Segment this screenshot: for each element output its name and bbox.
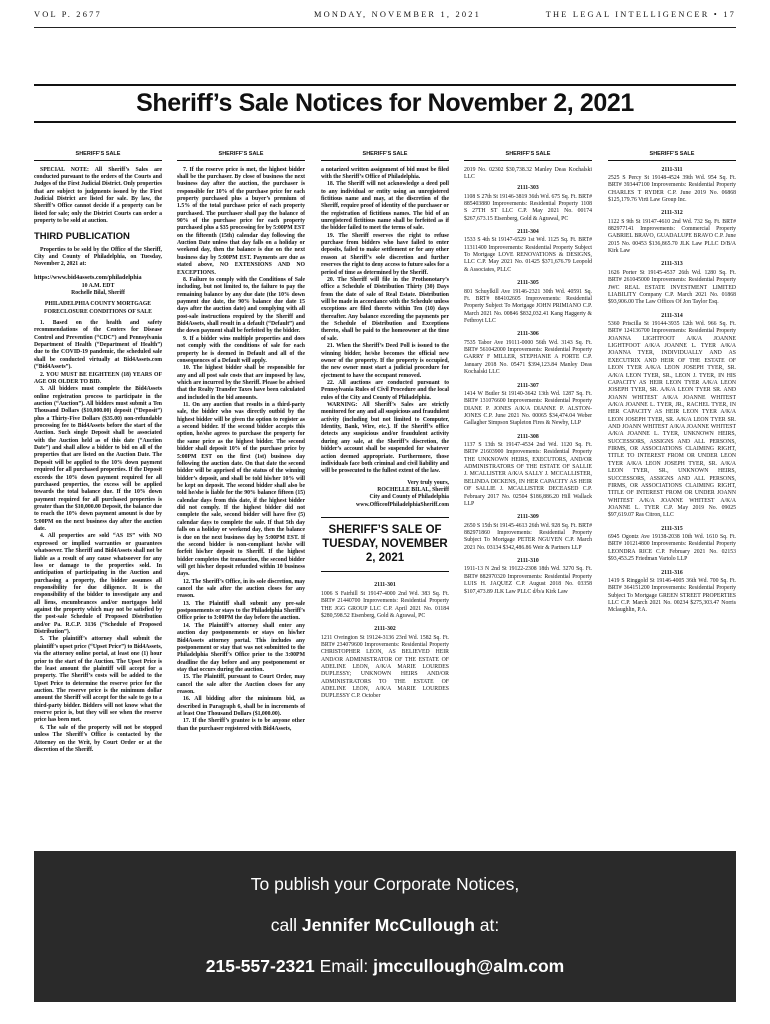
masthead [34, 10, 736, 24]
auction-time: 10 A.M. EDT [81, 282, 115, 289]
listing [608, 313, 736, 520]
page-title: Sheriff’s Sale Notices for November 2, 2021 [136, 89, 634, 117]
condition-17: 17. If the Sheriff’s grantee is to be anyone other than the purchaser registered with Bid4Assets, [177, 718, 305, 732]
listing [608, 210, 736, 255]
listing-text: 1414 W Butler St 19140-3642 13th Wd. 1287 Sq. Ft. BRT# 131076600 Improvements: Residential Property DIANE P. JONES A/K/A DIANNE P. ALSTON-JONES C.P. June 2021 No. 00065 $34,474.04 Weber Gallagher Simpson Stapleton Fires & Newby, LLP [464, 390, 592, 427]
condition-11: 11. On any auction that results in a third-party sale, the bidder who was directly outbid by the highest bidder will be given the option to register as a second bidder. If the second bidder accepts this option, he/she agrees to purchase the property for the same price as the highest bidder. The second bidder shall deposit 10% of the purchase price by 5:00PM EST on the first (1st) business day following the auction date. On that date the second bidder will be apprised of the status of the winning bidder’s deposit, and shall be told his/her 10% will be kept on deposit. The second bidder shall also be told he/she is liable for the 90% balance fifteen (15) calendar days from this date, if the highest bidder did not comply. If the highest bidder did not complete the sale, second bidder will have five (5) calendar days to complete the sale. If that 5th day falls on a holiday or weekend day, then the balance is due on the next business day by 5:00PM EST. If the second bidder is non-compliant he/she will forfeit his/her deposit to Sheriff. If the highest bidder completes the transaction, the second bidder will get his/her deposit refunded within 10 business days. [177, 402, 305, 578]
listing [608, 167, 736, 205]
email-label: Email: [314, 956, 374, 976]
listing-text: 1006 S Fairhill St 19147-4000 2nd Wd. 383 Sq. Ft. BRT# 21440700 Improvements: Residential Property THE JGG GROUP LLC C.P. April 2021 No. 01184 $280,598.52 Eisenberg, Gold & Agrawal, PC [321, 590, 449, 619]
ad-line-3 [34, 956, 736, 977]
listing [608, 261, 736, 306]
listing-text: 1626 Porter St 19145-4537 26th Wd. 1280 Sq. Ft. BRT# 261045000 Improvements: Residential Property JWC REAL ESTATE INVESTMENT LIMITED LIABILITY Company C.P. March 2021 No. 01868 $93,906.00 The Law Offices Of Jon Taylor Esq. [608, 269, 736, 306]
listing-number: 2111-302 [374, 626, 396, 633]
condition-12: 12. The Sheriff’s Office, in its sole discretion, may cancel the sale after the auction closes for any reason. [177, 578, 305, 600]
listing [608, 526, 736, 564]
third-publication-heading: THIRD PUBLICATION [34, 231, 130, 243]
column-header: SHERIFF’S SALE [34, 151, 162, 161]
listing-text: 6945 Ogontz Ave 19138-2038 10th Wd. 1610 Sq. Ft. BRT# 101214800 Improvements: Residential Property LEONDRA RICE C.P. February 2021 No. 02153 $93,453.25 Friedman Vartolo LLP [608, 534, 736, 563]
signature-website[interactable]: www.OfficeofPhiladelphiaSheriff.com [356, 501, 449, 508]
listing-number: 2111-306 [517, 331, 539, 338]
column-3 [321, 151, 449, 825]
condition-1: 1. Based on the health and safety recommendations of the Centers for Disease Control and Prevention (“CDC”) and Pennsylvania Department of Health (“Department of Health”) due to the COVID-19 pandemic, the scheduled sale shall be conducted virtually at Bid4Assets.com (“Bid4Assets”). [34, 320, 162, 371]
listing-number: 2111-308 [517, 433, 539, 440]
column-1 [34, 151, 162, 825]
listing [464, 331, 592, 376]
listing-continuation: 2019 No. 02302 $30,738.32 Manley Deas Kochalski LLC [464, 166, 592, 180]
condition-5: 5. The plaintiff’s attorney shall submit the plaintiff’s upset price (“Upset Price”) to Bid4Assets, via the attorney online portal, at least one (1) hour prior to the start of the Auction. The Upset Price is the least amount the plaintiff will accept for a property. The Sheriff’s costs will be added to the Upset Price to determine the reserve price for the auction. The reserve price is the minimum dollar amount the Sheriff will accept for the sale to go to a third-party bidder. Bidders will not know what the reserve price is, but they will see when the reserve price has been met. [34, 636, 162, 724]
listing [464, 434, 592, 509]
listing-text: 5360 Priscilla St 19144-3935 12th Wd. 966 Sq. Ft. BRT# 124136700 Improvements: Residential Property JOANNA LIGHTFOOT A/K/A JOANNE LIGHTFOOT A/K/A JOANNE L. TYER A/K/A JOANNA TYER, INDIVIDUALLY AND AS EXECUTRIX AND HEIR OF THE ESTATE OF LEON TYER A/K/A LEON JOSEPH TYER, SR. A/K/A LEON TYER, SR., LEON J. TYER, IN HIS CAPACITY AS HEIR LEON TYER A/K/A LEON JOSEPH TYER, SR. A/K/A LEON TYER SR. AND JOANN WHITEST A/K/A JOANNE WHITEST A/K/A JOANNE L. TYER, JR., RACHEL TYER, IN HER CAPACITY AS HEIR LEON TYER A/K/A LEON JOSEPH TYER, SR. A/K/A LEON TYER SR. AND JOANN WHITEST A/K/A JOANNE WHITEST A/K/A JOANNE L. TYER, UNKNOWN HEIRS, SUCCESSORS, ASSIGNS AND ALL PERSONS, FIRMS, OR ASSOCIATIONS CLAIMING RIGHT, TITLE TO INTEREST FROM OR UNDER LEON TYER A/K/A LEON JOSEPH TYER, SR. A/K/A LEON TYER, SR., UNKNOWN HEIRS, SUCCESSORS, ASSIGNS AND ALL PERSONS, FIRMS, OR ASSOCIATIONS CLAIMING RIGHT, TITLE OF INTEREST FROM OR UNDER JOANN WHITEST A/K/A JOANNE WHITEST A/K/A JOANNE L. TYER C.P. May 2019 No. 09025 $97,619.07 Ras Citron, LLC [608, 321, 736, 519]
condition-7: 7. If the reserve price is met, the highest bidder shall be the purchaser. By close of business the next business day after the auction, the purchaser is responsible for 10% of the purchase price for each property purchased plus a buyer’s premium of 1.5% of the total purchase price of each property purchased. The purchaser shall pay the balance of 90% of the purchase price for each property purchased plus a $35 processing fee by 5:00PM EST on the fifteenth (15th) calendar day following the Auction Date unless that day falls on a holiday or weekend day, then the balance is due on the next business day by 5:00PM EST. Payments are due as stated above, NO EXTENSIONS AND NO EXCEPTIONS. [177, 166, 305, 276]
headline-banner [34, 84, 736, 123]
listing-text: 1911-13 N 2nd St 19122-2308 18th Wd. 3270 Sq. Ft. BRT# 882970320 Improvements: Residential Property LUIS H. JAQUEZ C.P. August 2018 No. 03358 $107,473.89 JLK Law PLLC d/b/a Kirk Law [464, 566, 592, 595]
listing-number: 2111-316 [661, 569, 683, 576]
condition-18: 18. The Sheriff will not acknowledge a deed poll to any individual or entity using an unregistered fictitious name and may, at the discretion of the Sheriff, require proof of identity of the purchaser or the registration of fictitious names. The bid of an unregistered fictitious name shall be forfeited as if the bidder failed to meet the terms of sale. [321, 181, 449, 232]
column-2 [177, 151, 305, 825]
condition-16: 16. All bidding after the minimum bid, as described in Paragraph 6, shall be in increments of at least One Thousand Dollars ($1,000.00). [177, 696, 305, 718]
third-publication-text: Properties to be sold by the Office of the Sheriff, City and County of Philadelphia, on Tuesday, November 2, 2021 at: [34, 246, 162, 268]
listing-number: 2111-312 [661, 210, 683, 217]
column-header: SHERIFF’S SALE [464, 151, 592, 161]
listing [464, 558, 592, 596]
condition-20: 20. The Sheriff will file in the Prothonotary’s office a Schedule of Distribution Thirty (30) Days from the date of sale of Real Estate. Distribution will be made in accordance with the Schedule unless exceptions are filed thereto within Ten (10) days thereafter. Any balance exceeding the payments per the Schedule of Distribution and Exceptions thereto, shall be paid to the homeowner at the time of sale. [321, 276, 449, 342]
volume-label: VOL P. 2677 [34, 10, 102, 19]
listing-number: 2111-313 [661, 261, 683, 268]
masthead-rule [34, 27, 736, 28]
ad-line-2 [34, 915, 736, 936]
conditions-title: PHILADELPHIA COUNTY MORTGAGE FORECLOSURE CONDITIONS OF SALE [44, 301, 152, 315]
listing-number: 2111-310 [517, 558, 539, 565]
listing [464, 383, 592, 428]
listing [321, 582, 449, 620]
listing-text: 7535 Tabor Ave 19111-0000 56th Wd. 3143 Sq. Ft. BRT# 561042000 Improvements: Residential Property GARRY F MILLER, STEPHANIE A FORTE C.P. January 2018 No. 05471 $394,123.84 Manley Deas Kochalski LLC [464, 339, 592, 376]
auction-url[interactable]: https://www.bid4assets.com/philadelphia [34, 273, 142, 281]
condition-4: 4. All properties are sold “AS IS” with NO expressed or implied warranties or guarantees whatsoever. The Sheriff and Bid4Assets shall not be liable as a result of any cause whatsoever for any loss or damage to the properties sold. In anticipation of participating in the Auction and purchasing a property, the bidder assumes all responsibility for due diligence. It is the responsibility of the bidder to investigate any and all liens, encumbrances and/or mortgages held against the property which may not be satisfied by the post-sale Schedule of Proposed Distribution and/or Pa. R.C.P. 3136 (“Schedule of Proposed Distribution”). [34, 533, 162, 636]
advertisement-banner [34, 851, 736, 1002]
condition-9: 9. If a bidder wins multiple properties and does not comply with the conditions of sale for each property he is deemed in Default and all of the consequences of a Default will apply. [177, 335, 305, 364]
listing [464, 280, 592, 325]
listing-text: 2525 S Percy St 19148-4524 39th Wd. 954 Sq. Ft. BRT# 393447100 Improvements: Residential Property CHARLES T RYDER C.P. June 2019 No. 06868 $125,179.76 Virti Law Group Inc. [608, 174, 736, 203]
condition-2: 2. YOU MUST BE EIGHTEEN (18) YEARS OF AGE OR OLDER TO BID. [34, 371, 162, 385]
listing [321, 626, 449, 701]
sheriff-name: Rochelle Bilal, Sheriff [71, 289, 125, 296]
special-note: SPECIAL NOTE: All Sheriff’s Sales are conducted pursuant to the orders of the Courts and Judges of the First Judicial District. Only properties that are subject to judgments issued by the First Judicial District are listed for sale. By law, the Sheriff’s Office cannot decide if a property can be listed for sale; only the District Courts can order a property to be sold at auction. [34, 166, 162, 225]
listing-text: 1533 S 4th St 19147-6529 1st Wd. 1125 Sq. Ft. BRT# 11311400 Improvements: Residential Property Subject To Mortgage LOVE RENOVATIONS & DESIGNS, LLC C.P. May 2021 No. 01425 $371,676.79 Leopold & Associates, PLLC [464, 237, 592, 273]
listing [464, 514, 592, 552]
condition-10: 10. The highest bidder shall be responsible for any and all post sale costs that are imposed by law, which are incurred by the Sheriff. Please be advised that the Realty Transfer Taxes have been calculated and included in the bid amounts. [177, 365, 305, 401]
condition-3: 3. All bidders must complete the Bid4Assets online registration process to participate in the auction (“Auction”). All bidders must submit a Ten Thousand Dollars ($10,000.00) deposit (“Deposit”) plus a Thirty-Five Dollars ($35.00) non-refundable processing fee to Bid4Assets before the start of the Auction. Such single Deposit shall be associated with the Auction held as of this date (“Auction Date”) and shall allow a bidder to bid on all of the properties that are listed on the Auction Date. The Deposit will be applied to the 10% down payment required for all purchased properties. If the Deposit exceeds the 10% down payment required for all purchased properties, the excess will be applied towards the total balance due. If the 10% down payment required for all purchased properties is greater than the $10,000.00 Deposit, the balance due to reach the 10% down payment amount is due by 5:00PM on the next business day after the auction date. [34, 386, 162, 533]
condition-21: 21. When the Sheriff’s Deed Poll is issued to the winning bidder, he/she becomes the official new owner of the property. If the property is occupied, the new owner must start a judicial procedure for ejectment to have the occupant removed. [321, 343, 449, 379]
listing-text: 1419 S Ringgold St 19146-4005 36th Wd. 700 Sq. Ft. BRT# 364151200 Improvements: Residential Property Subject To Mortgage GREEN STREET PROPERTIES LLC C.P. March 2021 No. 00234 $275,303.47 Norris Mclaughlin, P.A. [608, 577, 736, 614]
ad-call-suffix: at: [474, 915, 500, 935]
listing-number: 2111-301 [374, 582, 396, 589]
column-4 [464, 151, 592, 825]
listing-text: 2650 S 15th St 19145-4613 26th Wd. 928 Sq. Ft. BRT# 882971860 Improvements: Residential Property Subject To Mortgage PETER NGUYEN C.P. March 2021 No. 03134 $342,486.86 Weir & Partners LLP [464, 522, 592, 551]
listing-number: 2111-305 [517, 280, 539, 287]
listing-text: 1122 S 9th St 19147-4610 2nd Wd. 732 Sq. Ft. BRT# 882977141 Improvements: Commercial Property GABRIEL BRAVO, GUADALUPE BRAVO C.P. June 2015 No. 00453 $136,865.70 JLK Law PLLC D/B/A Kirk Law [608, 218, 736, 255]
listing-number: 2111-315 [661, 525, 683, 532]
signature-name: ROCHELLE BILAL, Sheriff [377, 486, 449, 493]
contact-email[interactable]: jmccullough@alm.com [373, 956, 565, 976]
signature-office: City and County of Philadelphia [369, 494, 449, 501]
listing-number: 2111-314 [661, 312, 683, 319]
notice-columns [34, 151, 736, 825]
column-header: SHERIFF’S SALE [321, 151, 449, 161]
condition-14: 14. The Plaintiff’s attorney shall enter any auction day postponements or stays on his/her Bid4Assets attorney portal. This includes any postponement or stay that was not submitted to the Philadelphia Sheriff’s Office prior to the 3:00PM deadline the day before and any postponement or stay that occurs during the auction. [177, 622, 305, 673]
condition-17-cont: a notarized written assignment of bid must be filed with the Sheriff’s Office of Philadelphia. [321, 166, 449, 180]
listing-number: 2111-307 [517, 382, 539, 389]
condition-22: 22. All auctions are conducted pursuant to Pennsylvania Rules of Civil Procedure and the local rules of the City and County of Philadelphia. [321, 379, 449, 401]
column-header: SHERIFF’S SALE [608, 151, 736, 161]
issue-date: MONDAY, NOVEMBER 1, 2021 [314, 10, 482, 19]
listing-text: 801 Schuylkill Ave 19146-2321 30th Wd. 40591 Sq. Ft. BRT# 884102605 Improvements: Residential Property Subject To Mortgage JOHN PRIMIANO C.P. March 2021 No. 00846 $832,032.41 Kang Haggerty & Fetbroyt LLC [464, 288, 592, 324]
condition-15: 15. The Plaintiff, pursuant to Court Order, may cancel the sale after the Auction closes for any reason. [177, 674, 305, 696]
contact-name: Jennifer McCullough [301, 915, 475, 935]
listing [464, 229, 592, 274]
listing [464, 185, 592, 223]
listing-text: 1108 S 27th St 19146-3819 36th Wd. 675 Sq. Ft. BRT# 885403880 Improvements: Residential Property 1108 S 27TH ST LLC C.P. May 2021 No. 00174 $267,673.15 Eisenberg, Gold & Agrawal, PC [464, 193, 592, 222]
signature-closing: Very truly yours, [407, 479, 449, 486]
condition-13: 13. The Plaintiff shall submit any pre-sale postponements or stays to the Philadelphia Sheriff’s Office prior to 3:00PM the day before the auction. [177, 600, 305, 622]
listing [608, 570, 736, 615]
listing-text: 1137 S 13th St 19147-4534 2nd Wd. 1120 Sq. Ft. BRT# 21603900 Improvements: Residential Property THE UNKNOWN HEIRS, EXECUTORS, AND/OR ADMINISTRATORS OF THE ESTATE OF SALLIE J. MCALLISTER A/K/A SALLY J. MCCALLISTER, BELINDA DICKENS, IN HER CAPACITY AS HEIR OF SALLIE J. MCALLISTER DECEASED C.P. February 2017 No. 02504 $186,886.20 Hill Wallack LLP [464, 442, 592, 507]
contact-phone[interactable]: 215-557-2321 [205, 956, 315, 976]
ad-line-1: To publish your Corporate Notices, [250, 874, 520, 894]
listing-text: 1211 Ovrington St 19124-3136 23rd Wd. 1582 Sq. Ft. BRT# 234079600 Improvements: Residential Property CHRISTOPHER LEON, AS BELIEVED HEIR AND/OR ADMINISTRATOR OF THE ESTATE OF ADELINE LEON, A/K/A MARIE LOURDES DUPLESSY; UNKNOWN HEIRS AND/OR ADMINISTRATORS TO THE ESTATE OF ADELINE LEON, A/K/A MARIE LOURDES DUPLESSY C.P. October [321, 634, 449, 700]
condition-19: 19. The Sheriff reserves the right to refuse purchase from bidders who have failed to enter deposits, failed to make settlement or for any other reason at Sheriff’s sole discretion and further reserves the right to deny access to future sales for a period of time as determined by the Sheriff. [321, 232, 449, 276]
ad-call-prefix: call [270, 915, 302, 935]
sale-date-box: SHERIFF’S SALE OF TUESDAY, NOVEMBER 2, 2021 [321, 517, 449, 572]
column-header: SHERIFF’S SALE [177, 151, 305, 161]
listing-number: 2111-311 [661, 166, 683, 173]
condition-6: 6. The sale of the property will not be stopped unless The Sheriff’s Office is contacted by the Attorney on the Writ, by Court Order or at the discretion of the Sheriff. [34, 724, 162, 753]
listing-number: 2111-303 [517, 185, 539, 192]
listing-number: 2111-304 [517, 229, 539, 236]
warning-text: WARNING: All Sheriff’s Sales are strictly monitored for any and all suspicious and fraudulent activity (including but not limited to Computer, Identity, Bank, Wire, etc.). If the Sheriff’s office detects any suspicious and/or fraudulent activity during any sale, at the Sheriff’s discretion, the bidder’s account shall be suspended for whatever action deemed appropriate. Furthermore, those individuals face both criminal and civil liability and will be prosecuted to the fullest extent of the law. [321, 402, 449, 475]
listing-number: 2111-309 [517, 514, 539, 521]
column-5 [608, 151, 736, 825]
publication-name: THE LEGAL INTELLIGENCER • 17 [545, 10, 736, 19]
condition-8: 8. Failure to comply with the Conditions of Sale including, but not limited to, the failure to pay the remaining balance by any due date (the 10% down payment due date, the 90% balance due date 15 days after the auction date) and complying with all post-sale instructions required by the Sheriff and Bid4Assets, shall result in a default (“Default”) and the down payment shall be forfeited by the bidder. [177, 276, 305, 335]
